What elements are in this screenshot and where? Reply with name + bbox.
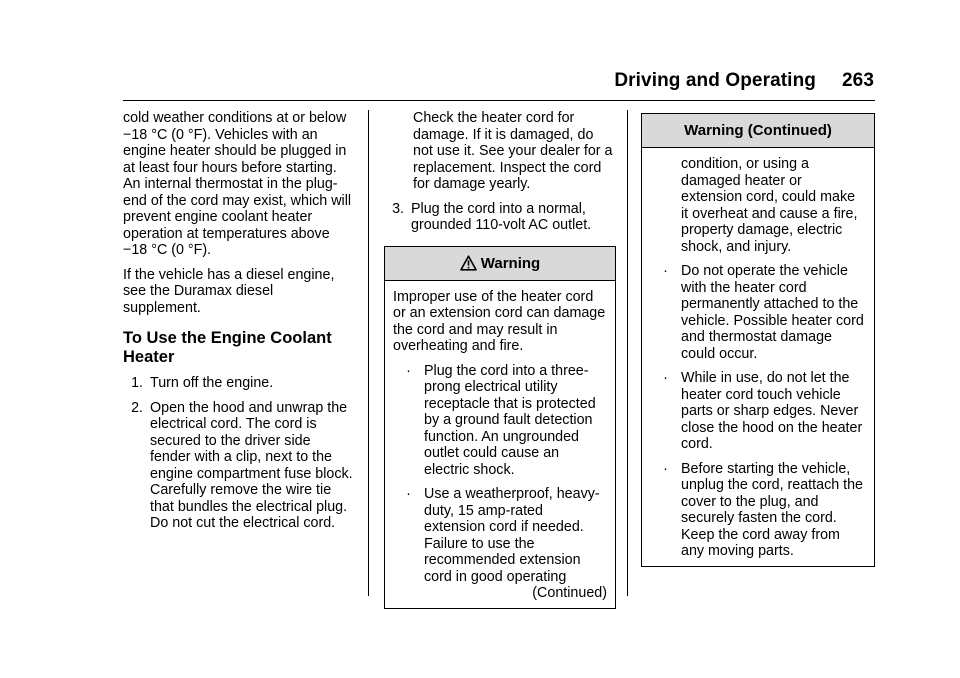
step-item [123, 375, 355, 392]
bullet-mark: · [663, 460, 668, 477]
page-header [614, 70, 874, 92]
step-number: 2. [131, 399, 143, 416]
step-text: Open the hood and unwrap the electrical cord. The cord is secured to the driver side fender with a clip, next to the engine compartment fuse block. Carefully remove the wire tie that bundles the electrical plug. Do not cut the electrical cord. [150, 399, 353, 531]
warning-body [385, 281, 615, 608]
continued-label: (Continued) [532, 585, 607, 601]
warning-bullet [393, 363, 607, 479]
warning-body [642, 148, 874, 566]
bullet-mark: · [663, 263, 668, 279]
section-subheading: To Use the Engine Coolant Heater [123, 329, 332, 366]
step-number: 1. [131, 375, 143, 391]
header-rule [123, 100, 875, 101]
section-title: Driving and Operating [614, 70, 816, 91]
warning-title: Warning [480, 254, 541, 272]
warning-box [384, 246, 616, 609]
warning-bullet [650, 370, 866, 453]
bullet-text: Do not operate the vehicle with the heater cord permanently attached to the vehicle. Possible heater cord and thermostat damage could occur. [681, 263, 864, 362]
column-3 [641, 113, 875, 567]
step-number: 3. [392, 200, 404, 217]
warning-triangle-icon [460, 255, 477, 271]
column-1 [123, 110, 355, 540]
warning-title-bar [385, 247, 615, 281]
warning-bullet [650, 263, 866, 362]
warning-bullet [650, 461, 866, 560]
column-divider-left [368, 110, 369, 596]
warning-continued-text: condition, or using a damaged heater or extension cord, could make it overheat and cause a fire, property damage, electric shock, and injury. [681, 156, 858, 255]
cold-weather-paragraph: cold weather conditions at or below −18 °C (0 °F). Vehicles with an engine heater should be plugged in at least four hours before starting. An internal thermostat in the plug-end of the cord may exist, which will prevent engine coolant heater operation at temperatures above −18 °C (0 °F). [123, 110, 352, 258]
step-item [384, 201, 616, 234]
column-2 [384, 110, 616, 609]
bullet-text: Before starting the vehicle, unplug the cord, reattach the cover to the plug, and securely fasten the cord. Keep the cord away from any moving parts. [681, 460, 864, 559]
column-divider-right [627, 110, 628, 596]
bullet-mark: · [406, 486, 411, 502]
bullet-mark: · [406, 362, 411, 379]
step-text: Turn off the engine. [150, 375, 274, 391]
step-2-continued-text: Check the heater cord for damage. If it is damaged, do not use it. See your dealer for a replacement. Inspect the cord for damage yearly. [413, 110, 613, 192]
warning-intro: Improper use of the heater cord or an extension cord can damage the cord and may result in overheating and fire. [393, 288, 606, 354]
warning-bullet [393, 486, 607, 585]
diesel-paragraph: If the vehicle has a diesel engine, see the Duramax diesel supplement. [123, 266, 335, 316]
warning-continued-box [641, 113, 875, 567]
bullet-text: While in use, do not let the heater cord touch vehicle parts or sharp edges. Never close the hood on the heater cord. [681, 370, 863, 452]
step-text: Plug the cord into a normal, grounded 110-volt AC outlet. [411, 200, 592, 233]
page-number: 263 [841, 70, 874, 91]
warning-continued-title: Warning (Continued) [642, 114, 874, 148]
bullet-mark: · [663, 370, 668, 386]
step-item [123, 400, 355, 532]
bullet-text: Plug the cord into a three-prong electrical utility receptacle that is protected by a ground fault detection function. An ungrounded outlet could cause an electric shock. [424, 362, 596, 478]
bullet-text: Use a weatherproof, heavy-duty, 15 amp-rated extension cord if needed. Failure to use the recommended extension cord in good operating [424, 486, 600, 585]
